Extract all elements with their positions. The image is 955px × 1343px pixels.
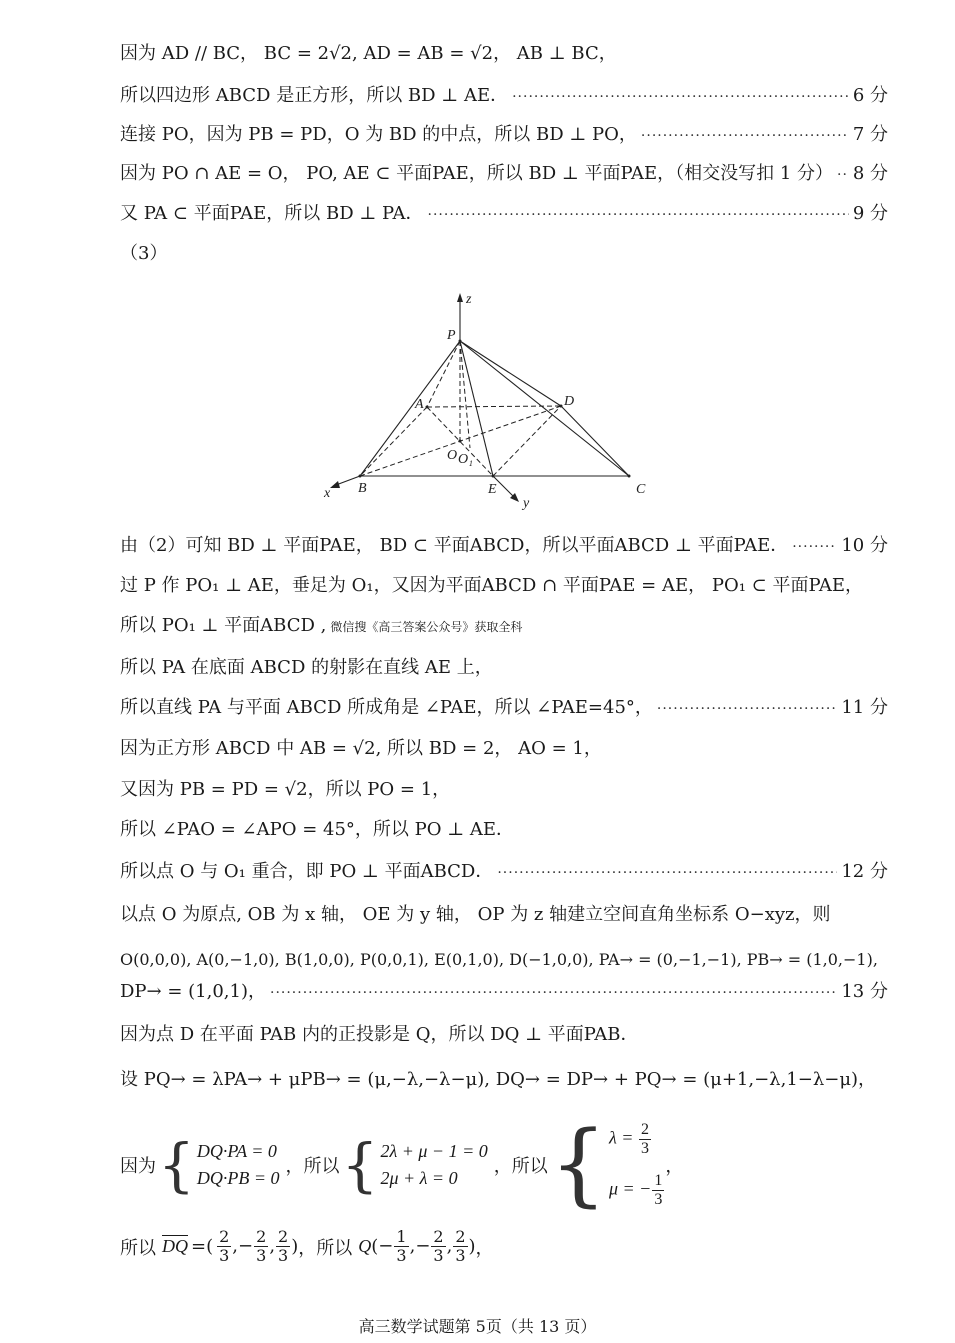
dq-values: $\frac{2}{3}$ ,− $\frac{2}{3}$ , $\frac{2}{3}$ <box>219 1227 289 1265</box>
text-line-13 <box>120 818 888 842</box>
edge-DC <box>561 406 629 476</box>
system-suffix: ， <box>665 1156 684 1177</box>
line-text: （3） <box>120 243 168 264</box>
score-label: 9 分 <box>852 203 888 224</box>
text-line-10 <box>120 696 888 721</box>
line-text: 因为 AD // BC， BC = 2√2, AD = AB = √2， AB ⊥ BC， <box>120 43 617 64</box>
dq-vector-label: $\overline{DQ}$ <box>162 1236 188 1256</box>
system-prefix: ，所以 <box>285 1156 340 1177</box>
label-z: z <box>466 292 472 307</box>
fraction: $\frac{2}{3}$ <box>256 1227 267 1265</box>
leader-dots <box>497 861 837 885</box>
system-2-eq-b: 2μ + λ = 0 <box>380 1168 458 1188</box>
edge-PA <box>427 341 460 407</box>
watermark-note: 微信搜《高三答案公众号》获取全科 <box>330 620 523 634</box>
label-P: P <box>447 328 456 343</box>
edge-PC <box>460 341 629 476</box>
text-line-8 <box>120 614 888 639</box>
fraction <box>652 1172 664 1209</box>
edge-PB <box>360 341 460 476</box>
line-text: 因为正方形 ABCD 中 AB = √2, 所以 BD = 2， AO = 1， <box>120 738 602 759</box>
label-O1: O₁ <box>458 452 473 467</box>
system-prefix: ，所以 <box>493 1156 548 1177</box>
text-line-11 <box>120 737 888 761</box>
pyramid-diagram <box>310 285 660 515</box>
edge-ED <box>493 406 561 476</box>
score-label: 8 分 <box>852 163 888 184</box>
text-line-1 <box>120 42 888 66</box>
system-2 <box>380 1141 487 1189</box>
line-text: 过 P 作 PO₁ ⊥ AE，垂足为 O₁，又因为平面ABCD ∩ 平面PAE = AE， PO₁ ⊂ 平面PAE， <box>120 575 864 596</box>
system-1-eq-b: DQ·PB = 0 <box>196 1168 280 1188</box>
q-values: − $\frac{1}{3}$ ,− $\frac{2}{3}$ , $\frac{2}{3}$ <box>378 1227 466 1265</box>
text-line-17 <box>120 980 888 1005</box>
system-prefix: 因为 <box>120 1156 156 1177</box>
label-x: x <box>324 486 331 501</box>
text-line-19 <box>120 1068 888 1092</box>
system-2-eq-a: 2λ + μ − 1 = 0 <box>380 1141 488 1161</box>
denominator: 3 <box>654 1191 663 1208</box>
final-result-line: 所以 $\overline{DQ}$ =( $\frac{2}{3}$ ,− $\frac{2}{3}$ , $\frac{2}{3}$ ) ，所以 Q ( − $\frac{1}{3}$ ,− $\frac{2}{3}$ , $\frac{2}{3}$ ) ， <box>120 1227 494 1265</box>
fraction: $\frac{2}{3}$ <box>278 1227 289 1265</box>
line-text: O(0,0,0), A(0,−1,0), B(1,0,0), P(0,0,1), E(0,1,0), D(−1,0,0), PA→ = (0,−1,−1), PB→ = (1,0,−1), <box>120 950 878 969</box>
leader-dots <box>270 981 837 1005</box>
line-text: 所以四边形 ABCD 是正方形，所以 BD ⊥ AE． <box>120 85 509 106</box>
label-E: E <box>488 482 497 497</box>
leader-dots <box>512 85 849 109</box>
line-text: 所以点 O 与 O₁ 重合，即 PO ⊥ 平面ABCD． <box>120 861 494 882</box>
page-footer: 高三数学试题第 5页（共 13 页） <box>358 1317 597 1336</box>
line-text: 所以 ∠PAO = ∠APO = 45°，所以 PO ⊥ AE． <box>120 819 515 840</box>
lambda-solution <box>609 1121 665 1158</box>
line-text: 所以 PA 在底面 ABCD 的射影在直线 AE 上， <box>120 657 493 678</box>
score-label: 11 分 <box>841 697 888 718</box>
mu-solution <box>609 1172 665 1209</box>
text-line-5 <box>120 202 888 227</box>
final-suffix: ， <box>475 1237 494 1259</box>
fraction: $\frac{1}{3}$ <box>396 1227 407 1265</box>
fraction: $\frac{2}{3}$ <box>433 1227 444 1265</box>
system-3 <box>609 1121 665 1209</box>
leader-dots <box>837 163 849 187</box>
text-line-12 <box>120 778 888 802</box>
edge-AD <box>427 406 561 407</box>
text-line-6 <box>120 534 888 559</box>
edge-AB <box>360 407 427 476</box>
line-text: 以点 O 为原点, OB 为 x 轴， OE 为 y 轴， OP 为 z 轴建立空间直角坐标系 O−xyz，则 <box>120 904 831 925</box>
label-D: D <box>564 394 575 409</box>
q-point-label: Q <box>358 1236 372 1256</box>
final-mid: ，所以 <box>298 1237 353 1259</box>
label-A: A <box>415 397 424 412</box>
text-line-18 <box>120 1023 888 1047</box>
score-label: 12 分 <box>841 861 888 882</box>
leader-dots <box>792 535 837 559</box>
edge-PD <box>460 341 561 406</box>
line-text: DP→ = (1,0,1)， <box>120 981 266 1002</box>
score-label: 6 分 <box>852 85 888 106</box>
score-label: 13 分 <box>841 981 888 1002</box>
system-1 <box>197 1141 280 1189</box>
leader-dots <box>657 697 837 721</box>
text-line-16 <box>120 948 888 972</box>
text-line-9 <box>120 656 888 680</box>
z-arrow-icon <box>457 293 463 302</box>
text-line-7 <box>120 574 888 598</box>
label-C: C <box>636 482 646 497</box>
label-y: y <box>523 496 530 511</box>
line-text: 因为点 D 在平面 PAB 内的正投影是 Q，所以 DQ ⊥ 平面PAB． <box>120 1024 639 1045</box>
left-brace: { <box>158 1131 195 1199</box>
line-text: 所以 PO₁ ⊥ 平面ABCD , <box>120 615 327 636</box>
line-text: 又 PA ⊂ 平面PAE，所以 BD ⊥ PA． <box>120 203 424 224</box>
final-prefix: 所以 <box>120 1237 156 1259</box>
numerator: 1 <box>654 1172 663 1189</box>
label-B: B <box>358 481 367 496</box>
left-brace: { <box>341 1131 379 1199</box>
text-line-3 <box>120 123 888 148</box>
label-O: O <box>447 448 458 463</box>
leader-dots <box>641 124 849 148</box>
text-line-4 <box>120 162 888 187</box>
line-text: 连接 PO，因为 PB = PD，O 为 BD 的中点，所以 BD ⊥ PO， <box>120 124 637 145</box>
fraction: $\frac{2}{3}$ <box>455 1227 466 1265</box>
left-brace: { <box>549 1112 607 1217</box>
x-axis <box>336 476 360 485</box>
part-3-heading <box>120 242 888 266</box>
lambda-label: λ = <box>609 1127 638 1148</box>
line-text: 由（2）可知 BD ⊥ 平面PAE， BD ⊂ 平面ABCD，所以平面ABCD ⊥ 平面PAE． <box>120 535 789 556</box>
numerator: 2 <box>640 1121 649 1138</box>
mu-label: μ = − <box>609 1178 652 1199</box>
text-line-15 <box>120 903 888 927</box>
edge-PO1 <box>460 341 470 448</box>
fraction <box>639 1121 651 1158</box>
fraction: $\frac{2}{3}$ <box>219 1227 230 1265</box>
x-arrow-icon <box>330 481 340 488</box>
system-1-eq-a: DQ·PA = 0 <box>196 1141 277 1161</box>
line-text: 因为 PO ∩ AE = O， PO, AE ⊂ 平面PAE，所以 BD ⊥ 平面PAE，（相交没写扣 1 分） <box>120 163 834 184</box>
text-line-2 <box>120 84 888 109</box>
score-label: 7 分 <box>852 124 888 145</box>
line-text: 所以直线 PA 与平面 ABCD 所成角是 ∠PAE，所以 ∠PAE=45°， <box>120 697 653 718</box>
score-label: 10 分 <box>841 535 888 556</box>
leader-dots <box>428 203 849 227</box>
line-text: 又因为 PB = PD = √2，所以 PO = 1， <box>120 779 451 800</box>
text-line-14 <box>120 860 888 885</box>
equation-systems <box>120 1110 683 1220</box>
line-text: 设 PQ→ = λPA→ + μPB→ = (μ,−λ,−λ−μ), DQ→ = DP→ + PQ→ = (μ+1,−λ,1−λ−μ)， <box>120 1069 877 1090</box>
denominator: 3 <box>640 1140 649 1157</box>
